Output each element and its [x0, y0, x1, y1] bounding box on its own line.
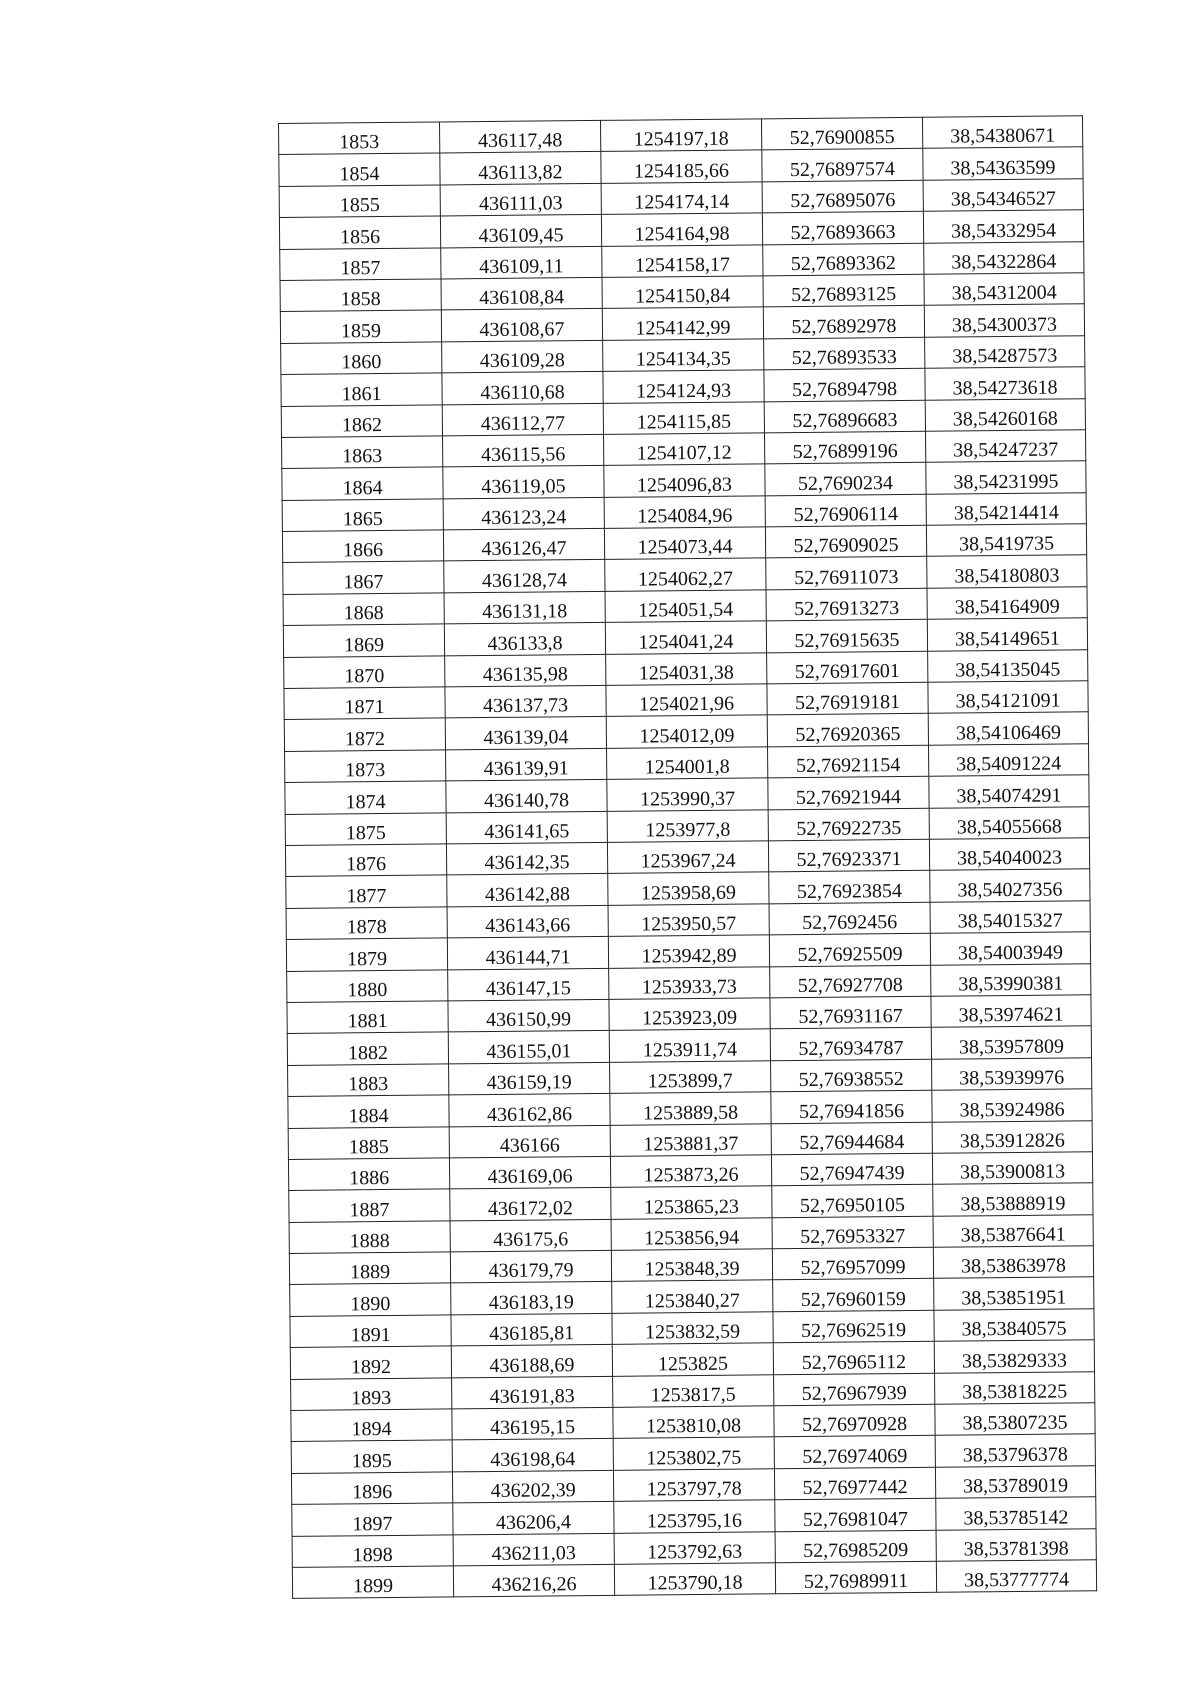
latitude-cell: 52,76981047 [775, 1498, 936, 1531]
longitude-cell: 38,53924986 [932, 1089, 1092, 1122]
latitude-cell: 52,76897574 [762, 149, 923, 182]
latitude-cell: 52,76985209 [775, 1530, 936, 1563]
point-number-cell: 1890 [290, 1283, 451, 1316]
point-number-cell: 1885 [288, 1126, 449, 1159]
x-coordinate-cell: 436185,81 [451, 1313, 612, 1346]
latitude-cell: 52,76970928 [774, 1404, 935, 1437]
longitude-cell: 38,54121091 [928, 681, 1088, 714]
point-number-cell: 1894 [291, 1409, 452, 1442]
latitude-cell: 52,76893663 [762, 211, 923, 244]
latitude-cell: 52,76957099 [772, 1247, 933, 1280]
point-number-cell: 1871 [284, 687, 445, 720]
point-number-cell: 1891 [290, 1315, 451, 1348]
longitude-cell: 38,5419735 [926, 524, 1086, 557]
longitude-cell: 38,54003949 [930, 932, 1090, 965]
latitude-cell: 52,76953327 [772, 1216, 933, 1249]
point-number-cell: 1874 [285, 781, 446, 814]
x-coordinate-cell: 436183,19 [451, 1282, 612, 1315]
y-coordinate-cell: 1254185,66 [601, 150, 762, 183]
y-coordinate-cell: 1254021,96 [606, 684, 767, 717]
longitude-cell: 38,54380671 [922, 116, 1082, 149]
point-number-cell: 1893 [291, 1378, 452, 1411]
y-coordinate-cell: 1254124,93 [603, 370, 764, 403]
y-coordinate-cell: 1254134,35 [603, 339, 764, 372]
y-coordinate-cell: 1254031,38 [606, 652, 767, 685]
point-number-cell: 1880 [287, 969, 448, 1002]
longitude-cell: 38,54273618 [925, 367, 1085, 400]
latitude-cell: 52,76944684 [771, 1122, 932, 1155]
point-number-cell: 1897 [292, 1503, 453, 1536]
x-coordinate-cell: 436191,83 [452, 1376, 613, 1409]
latitude-cell: 52,76915635 [766, 620, 927, 653]
point-number-cell: 1864 [282, 467, 443, 500]
latitude-cell: 52,76893362 [763, 243, 924, 276]
x-coordinate-cell: 436123,24 [443, 497, 604, 530]
point-number-cell: 1896 [291, 1472, 452, 1505]
latitude-cell: 52,76921154 [768, 745, 929, 778]
x-coordinate-cell: 436198,64 [452, 1439, 613, 1472]
y-coordinate-cell: 1253810,08 [613, 1406, 774, 1439]
longitude-cell: 38,54055668 [929, 806, 1089, 839]
point-number-cell: 1859 [280, 310, 441, 343]
latitude-cell: 52,7690234 [765, 463, 926, 496]
table-row [292, 1560, 1096, 1599]
x-coordinate-cell: 436111,03 [440, 183, 601, 216]
y-coordinate-cell: 1254174,14 [601, 182, 762, 215]
latitude-cell: 52,76967939 [774, 1373, 935, 1406]
x-coordinate-cell: 436202,39 [452, 1470, 613, 1503]
point-number-cell: 1856 [279, 216, 440, 249]
latitude-cell: 52,76900855 [761, 117, 922, 150]
y-coordinate-cell: 1254115,85 [603, 401, 764, 434]
latitude-cell: 52,76974069 [774, 1436, 935, 1469]
longitude-cell: 38,54074291 [929, 775, 1089, 808]
latitude-cell: 52,76938552 [771, 1059, 932, 1092]
point-number-cell: 1877 [286, 875, 447, 908]
latitude-cell: 52,76911073 [766, 557, 927, 590]
latitude-cell: 52,76892978 [763, 306, 924, 339]
x-coordinate-cell: 436108,67 [441, 309, 602, 342]
longitude-cell: 38,54164909 [927, 587, 1087, 620]
latitude-cell: 52,76931167 [770, 996, 931, 1029]
y-coordinate-cell: 1253873,26 [610, 1155, 771, 1188]
longitude-cell: 38,54135045 [928, 649, 1088, 682]
longitude-cell: 38,53912826 [932, 1120, 1092, 1153]
x-coordinate-cell: 436142,35 [446, 842, 607, 875]
latitude-cell: 52,7692456 [769, 902, 930, 935]
latitude-cell: 52,76923371 [768, 839, 929, 872]
x-coordinate-cell: 436139,91 [446, 748, 607, 781]
longitude-cell: 38,53807235 [935, 1403, 1095, 1436]
longitude-cell: 38,53863978 [933, 1246, 1093, 1279]
x-coordinate-cell: 436113,82 [440, 152, 601, 185]
y-coordinate-cell: 1253856,94 [611, 1217, 772, 1250]
y-coordinate-cell: 1254012,09 [606, 715, 767, 748]
longitude-cell: 38,53781398 [936, 1528, 1096, 1561]
x-coordinate-cell: 436141,65 [446, 811, 607, 844]
x-coordinate-cell: 436144,71 [447, 937, 608, 970]
x-coordinate-cell: 436159,19 [449, 1062, 610, 1095]
y-coordinate-cell: 1254197,18 [600, 119, 761, 152]
x-coordinate-cell: 436109,11 [441, 246, 602, 279]
x-coordinate-cell: 436179,79 [450, 1250, 611, 1283]
longitude-cell: 38,53851951 [934, 1277, 1094, 1310]
x-coordinate-cell: 436195,15 [452, 1407, 613, 1440]
x-coordinate-cell: 436140,78 [446, 780, 607, 813]
x-coordinate-cell: 436115,56 [443, 434, 604, 467]
point-number-cell: 1883 [288, 1064, 449, 1097]
longitude-cell: 38,54300373 [924, 304, 1084, 337]
x-coordinate-cell: 436112,77 [442, 403, 603, 436]
point-number-cell: 1853 [279, 122, 440, 155]
y-coordinate-cell: 1254051,54 [605, 590, 766, 623]
latitude-cell: 52,76894798 [764, 368, 925, 401]
y-coordinate-cell: 1253825 [612, 1343, 773, 1376]
y-coordinate-cell: 1253958,69 [608, 872, 769, 905]
latitude-cell: 52,76909025 [765, 525, 926, 558]
y-coordinate-cell: 1254158,17 [602, 244, 763, 277]
y-coordinate-cell: 1254001,8 [607, 747, 768, 780]
longitude-cell: 38,54106469 [928, 712, 1088, 745]
point-number-cell: 1876 [285, 844, 446, 877]
y-coordinate-cell: 1254150,84 [602, 276, 763, 309]
longitude-cell: 38,54149651 [927, 618, 1087, 651]
y-coordinate-cell: 1253790,18 [614, 1563, 775, 1596]
longitude-cell: 38,54312004 [924, 273, 1084, 306]
latitude-cell: 52,76922735 [768, 808, 929, 841]
point-number-cell: 1866 [282, 530, 443, 563]
longitude-cell: 38,54231995 [926, 461, 1086, 494]
point-number-cell: 1863 [282, 436, 443, 469]
longitude-cell: 38,53777774 [936, 1560, 1096, 1593]
latitude-cell: 52,76917601 [767, 651, 928, 684]
y-coordinate-cell: 1253942,89 [608, 935, 769, 968]
x-coordinate-cell: 436147,15 [448, 968, 609, 1001]
x-coordinate-cell: 436137,73 [445, 685, 606, 718]
point-number-cell: 1879 [286, 938, 447, 971]
y-coordinate-cell: 1253923,09 [609, 998, 770, 1031]
point-number-cell: 1888 [289, 1221, 450, 1254]
latitude-cell: 52,76895076 [762, 180, 923, 213]
coordinates-table [278, 115, 1097, 1599]
y-coordinate-cell: 1253817,5 [613, 1374, 774, 1407]
y-coordinate-cell: 1253899,7 [610, 1061, 771, 1094]
x-coordinate-cell: 436188,69 [451, 1345, 612, 1378]
longitude-cell: 38,54027356 [930, 869, 1090, 902]
y-coordinate-cell: 1253990,37 [607, 778, 768, 811]
x-coordinate-cell: 436206,4 [453, 1502, 614, 1535]
latitude-cell: 52,76913273 [766, 588, 927, 621]
longitude-cell: 38,54091224 [929, 744, 1089, 777]
x-coordinate-cell: 436133,8 [444, 623, 605, 656]
latitude-cell: 52,76934787 [770, 1028, 931, 1061]
latitude-cell: 52,76960159 [773, 1279, 934, 1312]
point-number-cell: 1869 [283, 624, 444, 657]
latitude-cell: 52,76899196 [764, 431, 925, 464]
y-coordinate-cell: 1253967,24 [607, 841, 768, 874]
y-coordinate-cell: 1254041,24 [605, 621, 766, 654]
latitude-cell: 52,76896683 [764, 400, 925, 433]
longitude-cell: 38,54040023 [929, 838, 1089, 871]
point-number-cell: 1899 [292, 1566, 453, 1599]
point-number-cell: 1895 [291, 1440, 452, 1473]
longitude-cell: 38,53888919 [933, 1183, 1093, 1216]
longitude-cell: 38,54214414 [926, 492, 1086, 525]
x-coordinate-cell: 436117,48 [439, 120, 600, 153]
x-coordinate-cell: 436143,66 [447, 905, 608, 938]
y-coordinate-cell: 1254073,44 [604, 527, 765, 560]
longitude-cell: 38,54346527 [923, 179, 1083, 212]
point-number-cell: 1878 [286, 907, 447, 940]
longitude-cell: 38,53957809 [931, 1026, 1091, 1059]
latitude-cell: 52,76950105 [772, 1185, 933, 1218]
latitude-cell: 52,76925509 [769, 933, 930, 966]
latitude-cell: 52,76965112 [773, 1341, 934, 1374]
point-number-cell: 1870 [284, 656, 445, 689]
longitude-cell: 38,53818225 [935, 1371, 1095, 1404]
x-coordinate-cell: 436108,84 [441, 277, 602, 310]
x-coordinate-cell: 436216,26 [453, 1564, 614, 1597]
latitude-cell: 52,76927708 [770, 965, 931, 998]
y-coordinate-cell: 1253792,63 [614, 1531, 775, 1564]
x-coordinate-cell: 436126,47 [443, 528, 604, 561]
y-coordinate-cell: 1253797,78 [613, 1469, 774, 1502]
longitude-cell: 38,53789019 [935, 1466, 1095, 1499]
x-coordinate-cell: 436131,18 [444, 591, 605, 624]
y-coordinate-cell: 1253881,37 [610, 1123, 771, 1156]
longitude-cell: 38,53939976 [932, 1057, 1092, 1090]
x-coordinate-cell: 436172,02 [450, 1188, 611, 1221]
point-number-cell: 1868 [283, 593, 444, 626]
point-number-cell: 1892 [290, 1346, 451, 1379]
x-coordinate-cell: 436135,98 [445, 654, 606, 687]
latitude-cell: 52,76941856 [771, 1090, 932, 1123]
y-coordinate-cell: 1253802,75 [613, 1437, 774, 1470]
longitude-cell: 38,53840575 [934, 1309, 1094, 1342]
y-coordinate-cell: 1253933,73 [609, 966, 770, 999]
y-coordinate-cell: 1254107,12 [604, 433, 765, 466]
longitude-cell: 38,54363599 [923, 147, 1083, 180]
x-coordinate-cell: 436109,45 [440, 215, 601, 248]
y-coordinate-cell: 1253795,16 [614, 1500, 775, 1533]
longitude-cell: 38,54332954 [923, 210, 1083, 243]
coordinates-table-body [279, 116, 1097, 1599]
y-coordinate-cell: 1254164,98 [601, 213, 762, 246]
x-coordinate-cell: 436109,28 [442, 340, 603, 373]
point-number-cell: 1882 [287, 1032, 448, 1065]
point-number-cell: 1898 [292, 1534, 453, 1567]
latitude-cell: 52,76919181 [767, 682, 928, 715]
x-coordinate-cell: 436119,05 [443, 466, 604, 499]
longitude-cell: 38,54287573 [925, 336, 1085, 369]
point-number-cell: 1872 [284, 718, 445, 751]
point-number-cell: 1886 [288, 1158, 449, 1191]
y-coordinate-cell: 1253865,23 [611, 1186, 772, 1219]
point-number-cell: 1875 [285, 813, 446, 846]
x-coordinate-cell: 436175,6 [450, 1219, 611, 1252]
longitude-cell: 38,53974621 [931, 995, 1091, 1028]
x-coordinate-cell: 436110,68 [442, 372, 603, 405]
latitude-cell: 52,76923854 [769, 871, 930, 904]
y-coordinate-cell: 1253840,27 [612, 1280, 773, 1313]
y-coordinate-cell: 1253832,59 [612, 1312, 773, 1345]
longitude-cell: 38,53876641 [933, 1214, 1093, 1247]
point-number-cell: 1857 [280, 248, 441, 281]
x-coordinate-cell: 436162,86 [449, 1093, 610, 1126]
y-coordinate-cell: 1254084,96 [604, 496, 765, 529]
point-number-cell: 1887 [289, 1189, 450, 1222]
x-coordinate-cell: 436155,01 [448, 1031, 609, 1064]
x-coordinate-cell: 436139,04 [445, 717, 606, 750]
y-coordinate-cell: 1253848,39 [611, 1249, 772, 1282]
y-coordinate-cell: 1254062,27 [605, 558, 766, 591]
point-number-cell: 1862 [281, 404, 442, 437]
y-coordinate-cell: 1253911,74 [609, 1029, 770, 1062]
latitude-cell: 52,76989911 [775, 1561, 936, 1594]
y-coordinate-cell: 1253950,57 [608, 904, 769, 937]
longitude-cell: 38,54260168 [925, 398, 1085, 431]
point-number-cell: 1873 [285, 750, 446, 783]
latitude-cell: 52,76906114 [765, 494, 926, 527]
x-coordinate-cell: 436211,03 [453, 1533, 614, 1566]
longitude-cell: 38,54015327 [930, 901, 1090, 934]
x-coordinate-cell: 436169,06 [449, 1156, 610, 1189]
y-coordinate-cell: 1254096,83 [604, 464, 765, 497]
x-coordinate-cell: 436150,99 [448, 999, 609, 1032]
x-coordinate-cell: 436142,88 [447, 874, 608, 907]
latitude-cell: 52,76921944 [768, 776, 929, 809]
point-number-cell: 1855 [279, 185, 440, 218]
longitude-cell: 38,54322864 [924, 241, 1084, 274]
latitude-cell: 52,76920365 [767, 714, 928, 747]
latitude-cell: 52,76962519 [773, 1310, 934, 1343]
x-coordinate-cell: 436166 [449, 1125, 610, 1158]
point-number-cell: 1858 [280, 279, 441, 312]
point-number-cell: 1861 [281, 373, 442, 406]
latitude-cell: 52,76977442 [774, 1467, 935, 1500]
latitude-cell: 52,76947439 [771, 1153, 932, 1186]
point-number-cell: 1889 [289, 1252, 450, 1285]
longitude-cell: 38,54180803 [927, 555, 1087, 588]
point-number-cell: 1884 [288, 1095, 449, 1128]
point-number-cell: 1867 [283, 561, 444, 594]
y-coordinate-cell: 1254142,99 [602, 307, 763, 340]
x-coordinate-cell: 436128,74 [444, 560, 605, 593]
longitude-cell: 38,53796378 [935, 1434, 1095, 1467]
point-number-cell: 1865 [282, 499, 443, 532]
longitude-cell: 38,54247237 [925, 430, 1085, 463]
point-number-cell: 1860 [281, 342, 442, 375]
longitude-cell: 38,53990381 [931, 963, 1091, 996]
longitude-cell: 38,53829333 [934, 1340, 1094, 1373]
longitude-cell: 38,53900813 [932, 1152, 1092, 1185]
longitude-cell: 38,53785142 [936, 1497, 1096, 1530]
y-coordinate-cell: 1253977,8 [607, 809, 768, 842]
point-number-cell: 1854 [279, 153, 440, 186]
point-number-cell: 1881 [287, 1001, 448, 1034]
y-coordinate-cell: 1253889,58 [610, 1092, 771, 1125]
latitude-cell: 52,76893125 [763, 274, 924, 307]
latitude-cell: 52,76893533 [764, 337, 925, 370]
